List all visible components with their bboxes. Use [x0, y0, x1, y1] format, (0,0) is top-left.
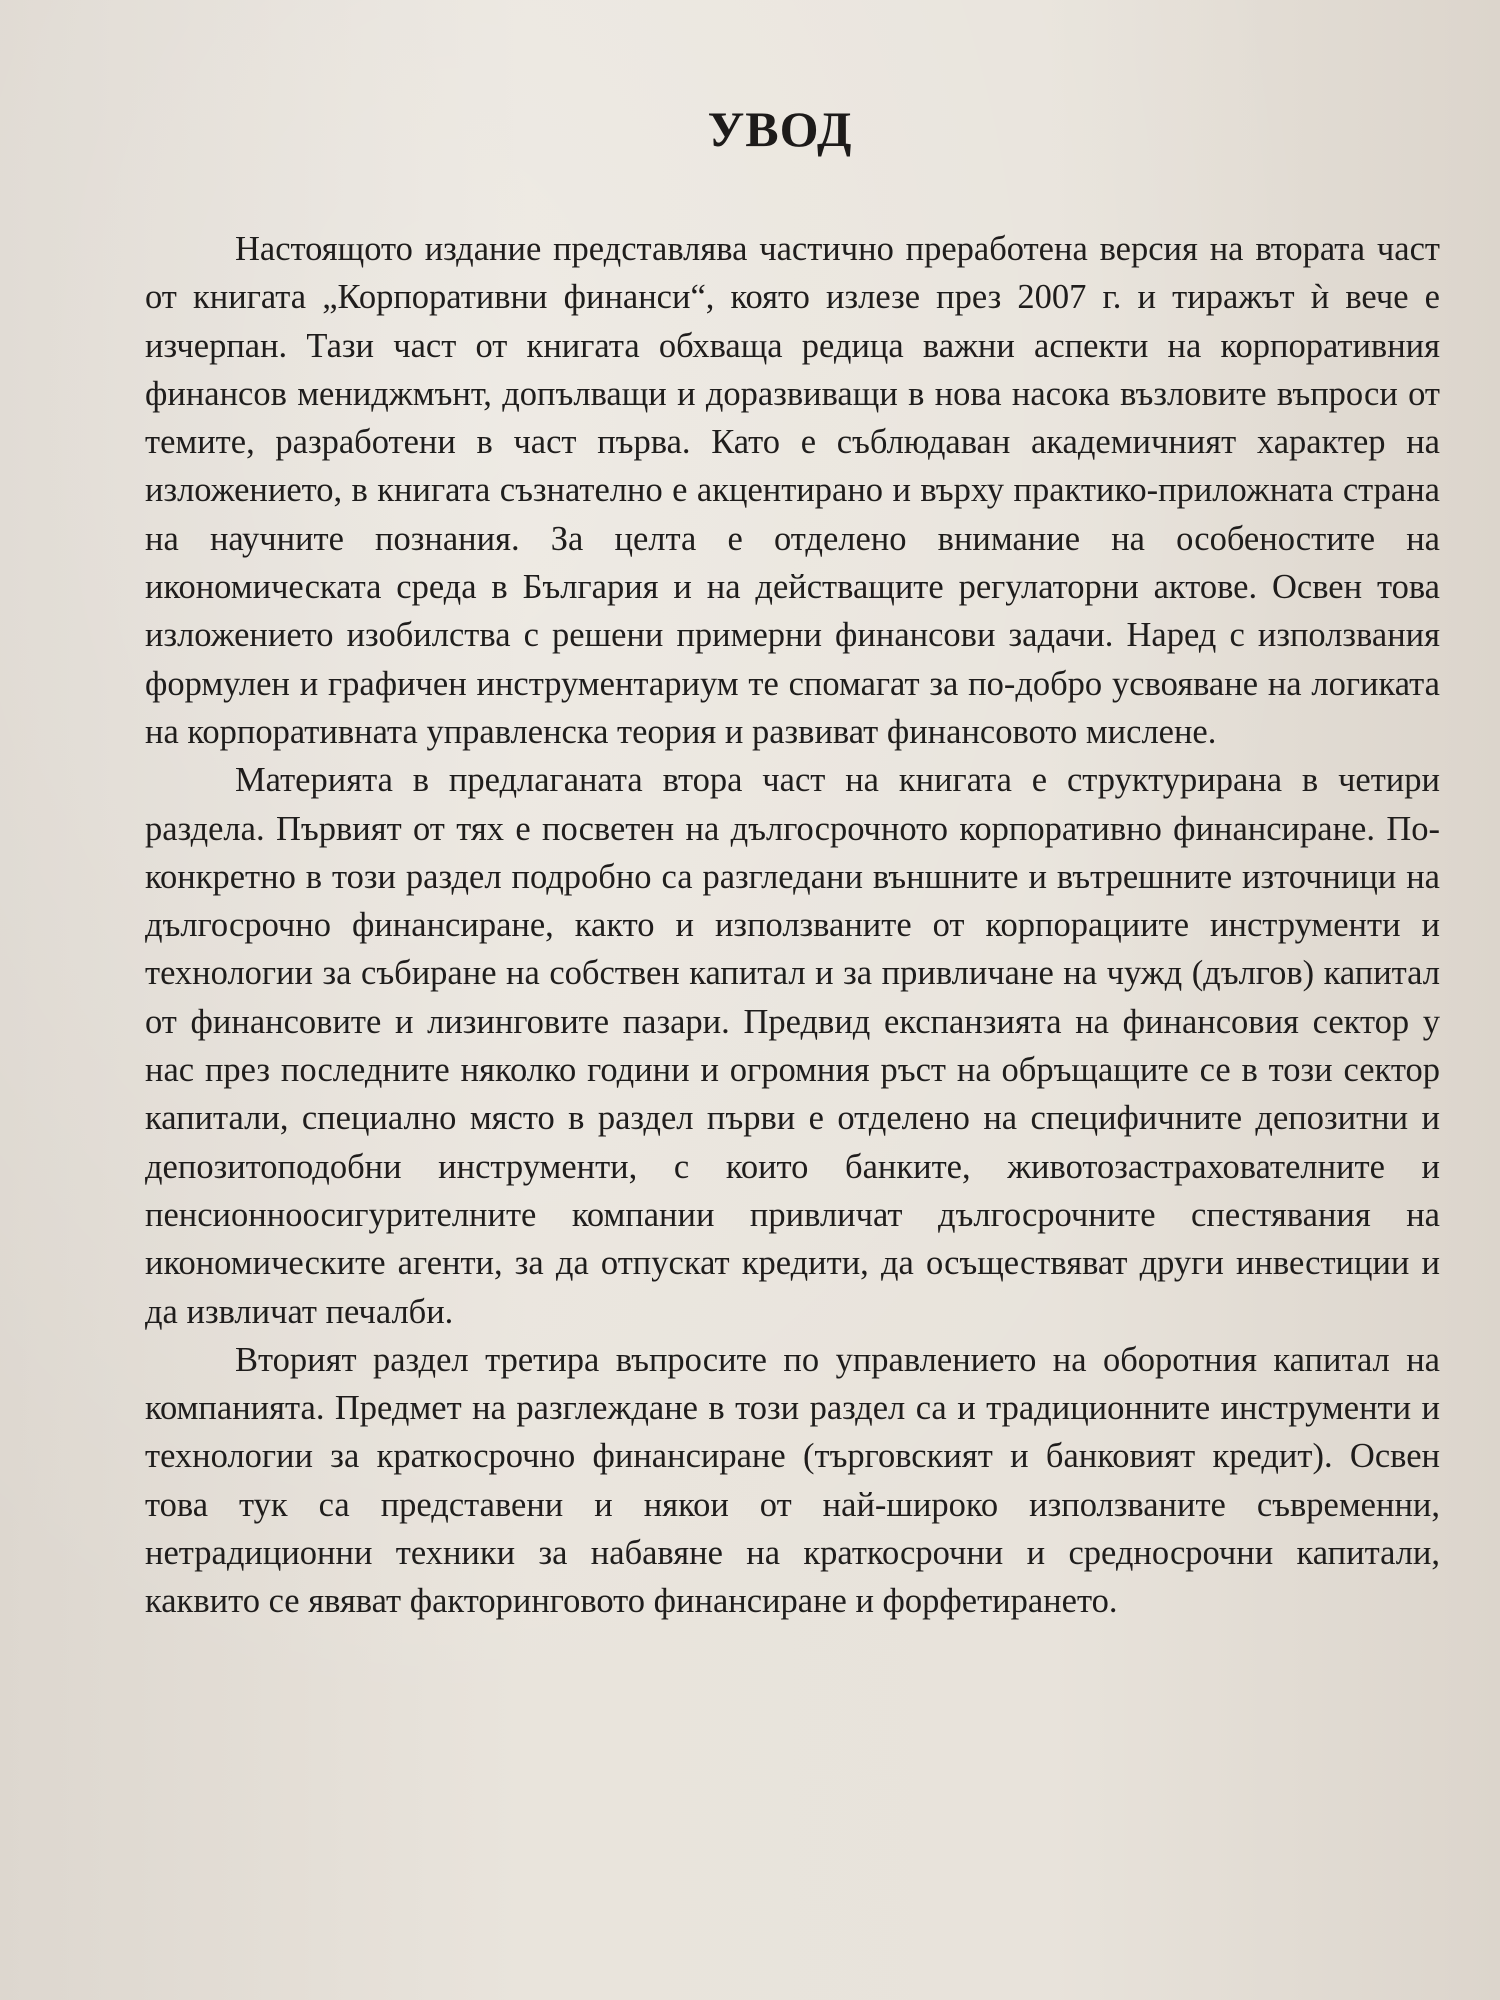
introduction-text: [145, 225, 1440, 1626]
page-title: УВОД: [707, 101, 853, 157]
paragraph-2: Материята в предлаганата втора част на книгата е структурирана в четири раздела. Първият от тях е посветен на дългосрочното корпоративно финансиране. По-конкретно в този раздел подробно са разгледани външните и вътрешните източници на дългосрочно финансиране, както и използваните от корпорациите инструменти и технологии за събиране на собствен капитал и за привличане на чужд (дългов) капитал от финансовите и лизинговите пазари. Предвид експанзията на финансовия сектор у нас през последните няколко години и огромния ръст на обръщащите се в този сектор капитали, специално място в раздел първи е отделено на специфичните депозитни и депозитоподобни инструменти, с които банките, животозастрахователните и пенсионноосигурителните компании привличат дългосрочните спестявания на икономическите агенти, за да отпускат кредити, да осъществяват други инвестиции и да извличат печалби.: [145, 761, 1440, 1331]
paragraph-1: Настоящото издание представлява частично преработена версия на втората част от книгата „Корпоративни финанси“, която излезе през 2007 г. и тиражът ѝ вече е изчерпан. Тази част от книгата обхваща редица важни аспекти на корпоративния финансов мениджмънт, допълващи и доразвиващи в нова насока възловите въпроси от темите, разработени в част първа. Като е съблюдаван академичният характер на изложението, в книгата съзнателно е акцентирано и върху практико-приложната страна на научните познания. За целта е отделено внимание на особеностите на икономическата среда в България и на действащите регулаторни актове. Освен това изложението изобилства с решени примерни финансови задачи. Наред с използвания формулен и графичен инструментариум те спомагат за по-добро усвояване на логиката на корпоративната управленска теория и развиват финансовото мислене.: [145, 230, 1440, 751]
paragraph-3: Вторият раздел третира въпросите по управлението на оборотния капитал на компанията. Предмет на разглеждане в този раздел са и традиционните инструменти и технологии за краткосрочно финансиране (търговският и банковият кредит). Освен това тук са представени и някои от най-широко използваните съвременни, нетрадиционни техники за набавяне на краткосрочни и средносрочни капитали, каквито се явяват факторинговото финансиране и форфетирането.: [145, 1340, 1440, 1621]
